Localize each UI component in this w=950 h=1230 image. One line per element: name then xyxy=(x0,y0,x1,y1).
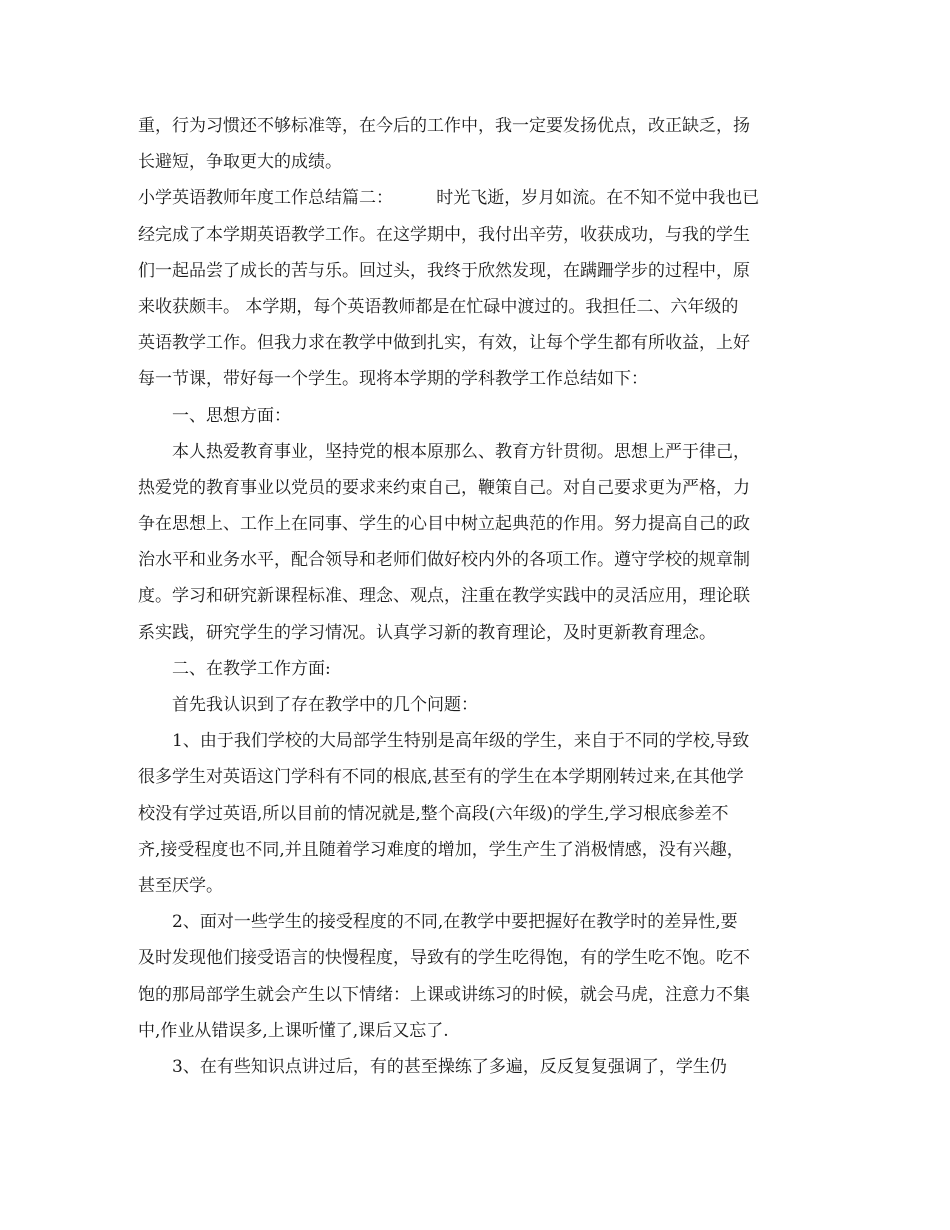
text-line: 中,作业从错误多,上课听懂了,课后又忘了. xyxy=(138,1020,449,1041)
document-body xyxy=(138,108,810,1085)
text-line: 首先我认识到了存在教学中的几个问题： xyxy=(172,695,478,715)
text-line: 3、在有些知识点讲过后，有的甚至操练了多遍，反反复复强调了，学生仍 xyxy=(172,1056,727,1077)
text-line: 齐,接受程度也不同,并且随着学习难度的增加，学生产生了消极情感，没有兴趣， xyxy=(138,839,744,860)
text-line: 重，行为习惯还不够标准等，在今后的工作中，我一定要发扬优点，改正缺乏，扬 xyxy=(138,116,750,136)
text-line: 一、思想方面： xyxy=(172,405,291,426)
text-line: 来收获颇丰。 本学期，每个英语教师都是在忙碌中渡过的。我担任二、六年级的 xyxy=(138,296,739,317)
text-line: 长避短，争取更大的成绩。 xyxy=(138,152,342,173)
text-line: 甚至厌学。 xyxy=(138,875,223,896)
text-line: 经完成了本学期英语教学工作。在这学期中，我付出辛劳，收获成功，与我的学生 xyxy=(138,224,750,245)
text-line: 及时发现他们接受语言的快慢程度，导致有的学生吃得饱，有的学生吃不饱。吃不 xyxy=(138,948,750,969)
text-line: 每一节课，带好每一个学生。现将本学期的学科教学工作总结如下： xyxy=(138,369,648,390)
text-line: 1、由于我们学校的大局部学生特别是高年级的学生，来自于不同的学校,导致 xyxy=(172,731,750,752)
text-line: 本人热爱教育事业，坚持党的根本原那么、教育方针贯彻。思想上严于律己， xyxy=(172,441,750,462)
text-line: 2、面对一些学生的接受程度的不同,在教学中要把握好在教学时的差异性,要 xyxy=(172,912,738,933)
text-line: 热爱党的教育事业以党员的要求来约束自己，鞭策自己。对自己要求更为严格，力 xyxy=(138,477,750,498)
text-line: 饱的那局部学生就会产生以下情绪：上课或讲练习的时候，就会马虎，注意力不集 xyxy=(138,984,750,1005)
text-line: 二、在教学工作方面: xyxy=(172,658,331,679)
text-line: 系实践，研究学生的学习情况。认真学习新的教育理论，及时更新教育理念。 xyxy=(138,622,716,643)
text-line: 英语教学工作。但我力求在教学中做到扎实，有效，让每个学生都有所收益，上好 xyxy=(138,333,750,354)
text-line: 校没有学过英语,所以目前的情况就是,整个高段(六年级)的学生,学习根底参差不 xyxy=(138,803,729,824)
text-line: 小学英语教师年度工作总结篇二： 时光飞逝，岁月如流。在不知不觉中我也已 xyxy=(138,188,760,209)
text-line: 治水平和业务水平，配合领导和老师们做好校内外的各项工作。遵守学校的规章制 xyxy=(138,550,750,571)
text-line: 争在思想上、工作上在同事、学生的心目中树立起典范的作用。努力提高自己的政 xyxy=(138,514,750,535)
text-line: 度。学习和研究新课程标准、理念、观点，注重在教学实践中的灵活应用，理论联 xyxy=(138,586,750,607)
text-line: 很多学生对英语这门学科有不同的根底,甚至有的学生在本学期刚转过来,在其他学 xyxy=(138,767,744,788)
text-line: 们一起品尝了成长的苦与乐。回过头，我终于欣然发现，在蹒跚学步的过程中，原 xyxy=(138,260,750,281)
